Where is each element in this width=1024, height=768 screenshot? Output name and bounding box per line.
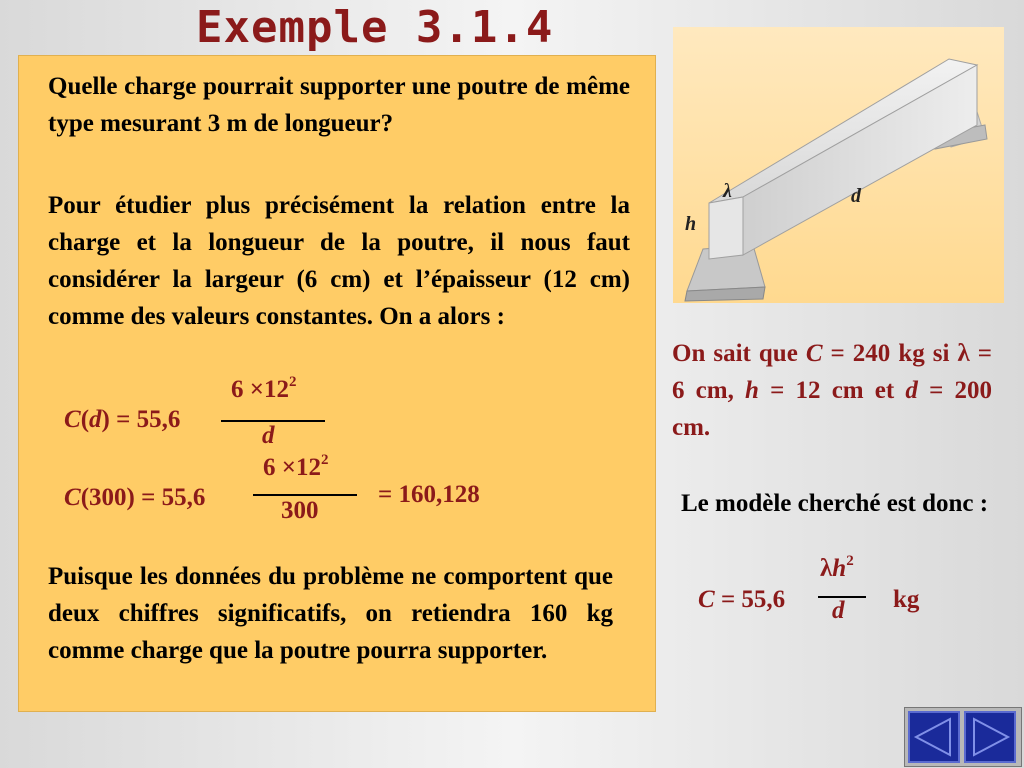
content-panel (19, 56, 655, 711)
arrow-left-icon (910, 713, 958, 761)
model-equation-denominator: d (832, 597, 845, 624)
label-lambda: λ (723, 180, 732, 202)
beam-drawing (673, 27, 1004, 303)
label-d: d (851, 185, 861, 207)
conclusion-paragraph: Puisque les données du problème ne comportent que deux chiffres significatifs, on retiendra 160 kg comme charge que la poutre pourra supporter. (48, 563, 613, 664)
equation-general-numerator: $6 \times 12^2$ (231, 374, 297, 403)
page-title: Exemple 3.1.4 (196, 2, 554, 53)
navigation-bar (904, 707, 1022, 767)
known-values-text: On sait que C = 240 kg si λ = 6 cm, h = 12 cm et d = 200 cm. (672, 340, 993, 441)
next-slide-button[interactable] (964, 711, 1016, 763)
label-h: h (685, 213, 697, 235)
equation-300-lhs: C(300) = 55,6 (64, 484, 206, 511)
explanation-paragraph: Pour étudier plus précisément la relation entre la charge et la longueur de la poutre, il nous faut considérer la largeur (6 cm) et l’épaisseur (12 cm) comme des valeurs constantes. On a alors : (48, 192, 630, 330)
equation-300-result: = 160,128 (378, 481, 480, 508)
equation-general-lhs: C(d) = 55,6 (64, 406, 181, 433)
model-equation-unit: kg (893, 586, 920, 613)
equation-300-denominator: 300 (281, 497, 319, 524)
equation-300-numerator: $6 \times 12^2$ (263, 452, 329, 481)
beam-illustration (673, 27, 1004, 303)
model-equation-lhs: C = 55,6 (698, 586, 786, 613)
arrow-right-icon (966, 713, 1014, 761)
fraction-bar (253, 494, 357, 496)
equation-general-denominator: d (262, 422, 275, 449)
question-paragraph: Quelle charge pourrait supporter une poutre de même type mesurant 3 m de longueur? (48, 73, 630, 137)
previous-slide-button[interactable] (908, 711, 960, 763)
model-equation-numerator: $\lambda h^2$ (820, 553, 854, 582)
model-intro-text: Le modèle cherché est donc : (681, 490, 989, 517)
